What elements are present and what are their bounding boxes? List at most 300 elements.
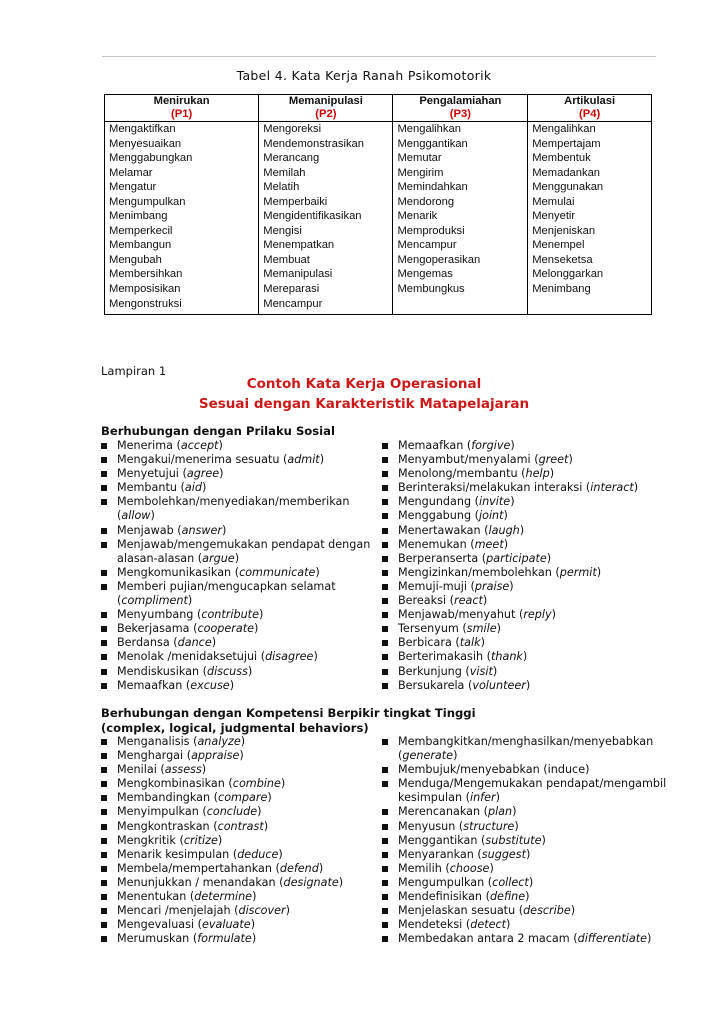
list-item bbox=[101, 890, 343, 904]
english-term: disagree bbox=[265, 650, 314, 664]
bullet-icon bbox=[382, 669, 388, 675]
table-cell: Mencampur bbox=[393, 238, 528, 253]
table-cell: Membersihkan bbox=[105, 267, 259, 282]
verb-text: Mendefinisikan ( bbox=[398, 890, 490, 904]
bullet-icon bbox=[382, 485, 388, 491]
bullet-icon bbox=[382, 584, 388, 590]
english-term: detect bbox=[470, 918, 507, 932]
bullet-icon bbox=[101, 894, 107, 900]
english-term: differentiate bbox=[577, 932, 647, 946]
english-term: admit bbox=[287, 453, 320, 467]
verb-text: Menilai ( bbox=[117, 763, 165, 777]
verb-tail: ) bbox=[453, 749, 458, 763]
english-term: laugh bbox=[488, 523, 520, 537]
verb-tail: ) bbox=[201, 481, 207, 495]
list-item bbox=[101, 538, 370, 552]
bullet-icon bbox=[382, 528, 388, 534]
verb-text: Membujuk/menyebabkan (induce) bbox=[398, 763, 590, 777]
verb-tail: ) bbox=[522, 650, 528, 664]
list-item bbox=[101, 876, 343, 890]
list-item bbox=[382, 636, 638, 650]
table-row bbox=[105, 224, 652, 239]
list-item bbox=[101, 566, 370, 580]
bullet-icon bbox=[101, 908, 107, 914]
english-term: collect bbox=[492, 875, 529, 889]
thinking-verbs-right bbox=[382, 735, 666, 946]
verb-tail: ) bbox=[218, 439, 223, 452]
verb-tail: ) bbox=[506, 918, 511, 932]
list-item bbox=[101, 805, 343, 819]
psychomotor-verb-table bbox=[104, 94, 652, 315]
bullet-icon bbox=[382, 471, 388, 477]
verb-tail: ) bbox=[285, 904, 290, 918]
bullet-icon bbox=[382, 894, 388, 900]
english-term: infer bbox=[469, 791, 496, 805]
verb-text: Menjelaskan sesuatu ( bbox=[398, 904, 524, 918]
verb-tail: ) bbox=[492, 664, 498, 678]
verb-text: Menggabung ( bbox=[398, 509, 479, 523]
bullet-icon bbox=[382, 767, 388, 773]
table-cell: Menempatkan bbox=[259, 238, 393, 253]
bullet-icon bbox=[382, 866, 388, 872]
bullet-icon bbox=[101, 669, 107, 675]
table-title: Tabel 4. Kata Kerja Ranah Psikomotorik bbox=[236, 68, 492, 83]
table-cell: Memperbaiki bbox=[259, 195, 393, 210]
table-cell: Mengirim bbox=[393, 166, 528, 181]
english-term: evaluate bbox=[202, 918, 251, 932]
verb-text: Menyimpulkan ( bbox=[117, 805, 207, 819]
verb-tail: ) bbox=[526, 847, 531, 861]
bullet-icon bbox=[101, 838, 107, 844]
table-cell: Menjeniskan bbox=[528, 224, 652, 239]
verb-text: Memilih ( bbox=[398, 861, 450, 875]
verb-tail: ) bbox=[229, 678, 235, 692]
verb-text: Menemukan ( bbox=[398, 537, 475, 551]
bullet-icon bbox=[101, 584, 107, 590]
verb-tail: ) bbox=[252, 890, 257, 904]
list-item bbox=[382, 777, 666, 791]
list-item bbox=[101, 834, 343, 848]
list-item bbox=[101, 467, 370, 481]
table-cell: Membangun bbox=[105, 238, 259, 253]
list-item bbox=[382, 538, 638, 552]
english-term: help bbox=[525, 467, 550, 481]
section-heading-thinking: Berhubungan dengan Kompetensi Berpikir tingkat Tinggi bbox=[101, 706, 476, 720]
list-item bbox=[101, 763, 343, 777]
english-term: dance bbox=[177, 636, 212, 650]
english-term: defend bbox=[279, 861, 319, 875]
verb-tail: ) bbox=[551, 608, 557, 622]
english-term: argue bbox=[202, 551, 235, 565]
verb-text: Menarik kesimpulan ( bbox=[117, 847, 238, 861]
english-term: joint bbox=[479, 509, 504, 523]
table-cell: Memadankan bbox=[528, 166, 652, 181]
verb-text: Berterimakasih ( bbox=[398, 650, 491, 664]
table-row bbox=[105, 209, 652, 224]
table-row bbox=[105, 180, 652, 195]
english-term: reply bbox=[523, 608, 552, 622]
verb-tail: ) bbox=[482, 594, 488, 608]
verb-text: Menjawab/menyahut ( bbox=[398, 608, 524, 622]
header-p3: Pengalamiahan (P3) bbox=[393, 95, 528, 122]
english-term: critize bbox=[183, 833, 218, 847]
table-cell: Mengidentifikasikan bbox=[259, 209, 393, 224]
english-term: appraise bbox=[191, 749, 240, 763]
bullet-icon bbox=[382, 824, 388, 830]
table-cell: Menyetir bbox=[528, 209, 652, 224]
verb-text: Mengkritik ( bbox=[117, 833, 184, 847]
verb-tail: ) bbox=[239, 749, 244, 763]
verb-tail: ) bbox=[596, 565, 602, 579]
social-verbs-left bbox=[101, 439, 370, 693]
list-item bbox=[382, 763, 666, 777]
english-term: conclude bbox=[206, 805, 258, 819]
verb-text: Menduga/Mengemukakan pendapat/mengambil bbox=[398, 777, 667, 791]
bullet-icon bbox=[382, 626, 388, 632]
table-cell: Merancang bbox=[259, 151, 393, 166]
table-row bbox=[105, 151, 652, 166]
table-cell: Memanipulasi bbox=[259, 267, 393, 282]
table-cell: Mengalihkan bbox=[393, 122, 528, 137]
verb-tail: ) bbox=[219, 467, 224, 481]
verb-tail: ) bbox=[257, 805, 262, 819]
list-item bbox=[101, 524, 370, 538]
list-item bbox=[101, 904, 343, 918]
list-item bbox=[382, 735, 666, 749]
bullet-icon bbox=[382, 598, 388, 604]
table-row bbox=[105, 238, 652, 253]
verb-text: Menyusun ( bbox=[398, 819, 464, 833]
section-subheading-thinking: (complex, logical, judgmental behaviors) bbox=[101, 721, 369, 735]
english-term: thank bbox=[490, 650, 523, 664]
table-cell: Mengemas bbox=[393, 267, 528, 282]
verb-text: Mengizinkan/membolehkan ( bbox=[398, 565, 560, 579]
bullet-icon bbox=[101, 499, 107, 505]
table-row bbox=[105, 166, 652, 181]
english-term: assess bbox=[164, 763, 202, 777]
verb-tail: ) bbox=[510, 439, 515, 452]
verb-tail: ) bbox=[201, 763, 207, 777]
verb-text: Menerima ( bbox=[117, 439, 181, 452]
table-cell: Mengonstruksi bbox=[105, 297, 259, 315]
bullet-icon bbox=[101, 852, 107, 858]
table-cell bbox=[528, 297, 652, 315]
list-item bbox=[101, 495, 370, 509]
verb-text: Menertawakan ( bbox=[398, 523, 489, 537]
verb-text: Menyetujui ( bbox=[117, 467, 187, 481]
verb-tail: ) bbox=[528, 875, 534, 889]
english-term: discover bbox=[238, 904, 286, 918]
social-verbs-right bbox=[382, 439, 638, 693]
list-item bbox=[382, 552, 638, 566]
list-item bbox=[101, 791, 343, 805]
verb-text: Menghargai ( bbox=[117, 749, 192, 763]
english-term: greet bbox=[538, 453, 569, 467]
table-cell: Mengumpulkan bbox=[105, 195, 259, 210]
table-cell: Melonggarkan bbox=[528, 267, 652, 282]
english-term: substitute bbox=[485, 833, 542, 847]
english-term: describe bbox=[523, 904, 571, 918]
verb-tail: ) bbox=[211, 636, 217, 650]
list-item bbox=[382, 805, 666, 819]
verb-text: Membela/mempertahankan ( bbox=[117, 861, 280, 875]
verb-text: Berdansa ( bbox=[117, 636, 178, 650]
verb-text: Mengundang ( bbox=[398, 495, 479, 509]
verb-text: Merencanakan ( bbox=[398, 805, 488, 819]
english-term: aid bbox=[184, 481, 202, 495]
english-term: generate bbox=[402, 749, 454, 763]
table-row bbox=[105, 122, 652, 137]
list-item bbox=[382, 566, 638, 580]
english-term: talk bbox=[459, 636, 481, 650]
bullet-icon bbox=[382, 612, 388, 618]
bullet-icon bbox=[101, 753, 107, 759]
table-cell: Menggabungkan bbox=[105, 151, 259, 166]
table-cell: Memilah bbox=[259, 166, 393, 181]
bullet-icon bbox=[382, 809, 388, 815]
table-row bbox=[105, 195, 652, 210]
verb-tail: ) bbox=[503, 509, 508, 523]
english-term: excuse bbox=[190, 678, 230, 692]
table-cell: Menggantikan bbox=[393, 137, 528, 152]
list-item bbox=[382, 650, 638, 664]
verb-tail: ) bbox=[278, 847, 283, 861]
verb-text: Menyumbang ( bbox=[117, 608, 202, 622]
verb-text: Menyarankan ( bbox=[398, 847, 482, 861]
verb-tail: ) bbox=[263, 819, 269, 833]
verb-text: ( bbox=[398, 749, 403, 763]
verb-tail: ) bbox=[512, 805, 517, 819]
table-cell: Mengoperasikan bbox=[393, 253, 528, 268]
verb-text: Menentukan ( bbox=[117, 890, 195, 904]
table-header-row bbox=[105, 95, 652, 122]
list-item bbox=[382, 890, 666, 904]
bullet-icon bbox=[101, 471, 107, 477]
verb-text: Membandingkan ( bbox=[117, 791, 219, 805]
english-term: smile bbox=[466, 622, 497, 636]
english-term: praise bbox=[474, 579, 510, 593]
table-row bbox=[105, 297, 652, 315]
verb-text: Berbicara ( bbox=[398, 636, 460, 650]
english-term: invite bbox=[478, 495, 511, 509]
english-term: suggest bbox=[481, 847, 527, 861]
verb-text: ( bbox=[117, 509, 122, 523]
verb-text: Mengevaluasi ( bbox=[117, 918, 202, 932]
list-item bbox=[382, 580, 638, 594]
bullet-icon bbox=[382, 880, 388, 886]
english-term: accept bbox=[180, 439, 219, 452]
english-term: compare bbox=[218, 791, 268, 805]
verb-tail: ) bbox=[525, 890, 530, 904]
bullet-icon bbox=[101, 824, 107, 830]
list-item bbox=[101, 481, 370, 495]
verb-text: Memaafkan ( bbox=[398, 439, 472, 452]
verb-tail: ) bbox=[318, 861, 324, 875]
verb-tail: ) bbox=[222, 523, 227, 537]
bullet-icon bbox=[382, 640, 388, 646]
table-cell: Mengatur bbox=[105, 180, 259, 195]
verb-tail: ) bbox=[250, 918, 256, 932]
bullet-icon bbox=[382, 457, 388, 463]
verb-text: Membangkitkan/menghasilkan/menyebabkan bbox=[398, 735, 654, 748]
english-term: meet bbox=[474, 537, 504, 551]
table-cell: Memperkecil bbox=[105, 224, 259, 239]
english-term: analyze bbox=[197, 735, 241, 748]
list-item bbox=[101, 636, 370, 650]
verb-tail: ) bbox=[150, 509, 155, 523]
verb-tail: ) bbox=[570, 904, 576, 918]
bullet-icon bbox=[101, 936, 107, 942]
verb-tail: ) bbox=[509, 579, 514, 593]
table-cell: Menggunakan bbox=[528, 180, 652, 195]
verb-tail: ) bbox=[251, 932, 257, 946]
list-item bbox=[101, 552, 370, 566]
bullet-icon bbox=[101, 457, 107, 463]
table-cell: Mengubah bbox=[105, 253, 259, 268]
english-term: agree bbox=[186, 467, 220, 481]
bullet-icon bbox=[382, 922, 388, 928]
list-item bbox=[382, 665, 638, 679]
main-title: Contoh Kata Kerja Operasional bbox=[246, 376, 482, 392]
table-cell: Mengisi bbox=[259, 224, 393, 239]
bullet-icon bbox=[101, 542, 107, 548]
list-item bbox=[101, 509, 370, 523]
verb-tail: ) bbox=[514, 819, 519, 833]
bullet-icon bbox=[382, 542, 388, 548]
verb-text: Bersukarela ( bbox=[398, 678, 473, 692]
english-term: forgive bbox=[471, 439, 511, 452]
table-cell: Memproduksi bbox=[393, 224, 528, 239]
bullet-icon bbox=[382, 936, 388, 942]
verb-text: Berkunjung ( bbox=[398, 664, 470, 678]
list-item bbox=[101, 453, 370, 467]
english-term: designate bbox=[283, 875, 339, 889]
english-term: define bbox=[489, 890, 526, 904]
bullet-icon bbox=[101, 922, 107, 928]
bullet-icon bbox=[382, 443, 388, 449]
table-cell: Mempertajam bbox=[528, 137, 652, 152]
list-item bbox=[382, 932, 666, 946]
bullet-icon bbox=[101, 485, 107, 491]
list-item bbox=[382, 481, 638, 495]
list-item bbox=[101, 608, 370, 622]
english-term: interact bbox=[590, 481, 634, 495]
verb-text: Menjawab ( bbox=[117, 523, 182, 537]
table-cell: Membentuk bbox=[528, 151, 652, 166]
verb-text: Menggantikan ( bbox=[398, 833, 486, 847]
verb-tail: ) bbox=[549, 467, 555, 481]
verb-tail: ) bbox=[503, 537, 509, 551]
header-p2: Memanipulasi (P2) bbox=[259, 95, 393, 122]
list-item bbox=[382, 608, 638, 622]
verb-text: Mendeteksi ( bbox=[398, 918, 471, 932]
verb-text: Mengakui/menerima sesuatu ( bbox=[117, 453, 288, 467]
list-item bbox=[382, 904, 666, 918]
english-term: deduce bbox=[237, 847, 279, 861]
verb-tail: ) bbox=[495, 791, 500, 805]
list-item bbox=[101, 439, 370, 453]
table-cell: Melamar bbox=[105, 166, 259, 181]
verb-text: Membolehkan/menyediakan/memberikan bbox=[117, 495, 350, 509]
list-item bbox=[382, 918, 666, 932]
header-p4: Artikulasi (P4) bbox=[528, 95, 652, 122]
bullet-icon bbox=[101, 612, 107, 618]
list-item bbox=[101, 622, 370, 636]
table-cell: Memindahkan bbox=[393, 180, 528, 195]
list-item bbox=[101, 848, 343, 862]
list-item bbox=[382, 594, 638, 608]
list-item bbox=[382, 622, 638, 636]
list-item bbox=[101, 777, 343, 791]
verb-text: Menolong/membantu ( bbox=[398, 467, 526, 481]
verb-tail: ) bbox=[234, 551, 240, 565]
table-cell: Mendemonstrasikan bbox=[259, 137, 393, 152]
verb-text: Memaafkan ( bbox=[117, 678, 191, 692]
table-cell: Membungkus bbox=[393, 282, 528, 297]
list-item bbox=[382, 862, 666, 876]
english-term: formulate bbox=[197, 932, 252, 946]
table-cell: Mengalihkan bbox=[528, 122, 652, 137]
table-cell: Menimbang bbox=[528, 282, 652, 297]
verb-text: Membedakan antara 2 macam ( bbox=[398, 932, 578, 946]
bullet-icon bbox=[101, 640, 107, 646]
table-cell: Mengaktifkan bbox=[105, 122, 259, 137]
verb-tail: ) bbox=[480, 636, 485, 650]
verb-text: Menunjukkan / menandakan ( bbox=[117, 875, 284, 889]
english-term: allow bbox=[121, 509, 151, 523]
table-row bbox=[105, 282, 652, 297]
verb-text: Mengkontraskan ( bbox=[117, 819, 218, 833]
verb-text: Mengumpulkan ( bbox=[398, 875, 493, 889]
main-subtitle: Sesuai dengan Karakteristik Matapelajaran bbox=[198, 396, 530, 412]
list-item bbox=[101, 749, 343, 763]
table-cell: Mendorong bbox=[393, 195, 528, 210]
verb-text: Mendiskusikan ( bbox=[117, 664, 207, 678]
english-term: react bbox=[454, 594, 483, 608]
table-cell: Menarik bbox=[393, 209, 528, 224]
bullet-icon bbox=[101, 528, 107, 534]
verb-text: ( bbox=[117, 594, 122, 608]
english-term: choose bbox=[449, 861, 490, 875]
bullet-icon bbox=[101, 570, 107, 576]
header-p1: Menirukan (P1) bbox=[105, 95, 259, 122]
bullet-icon bbox=[382, 739, 388, 745]
verb-tail: ) bbox=[546, 551, 552, 565]
verb-text: Mengkomunikasikan ( bbox=[117, 565, 240, 579]
table-cell: Menempel bbox=[528, 238, 652, 253]
list-item bbox=[382, 820, 666, 834]
list-item bbox=[382, 679, 638, 693]
list-item bbox=[382, 524, 638, 538]
verb-tail: ) bbox=[280, 777, 286, 791]
english-term: discuss bbox=[206, 664, 248, 678]
verb-tail: ) bbox=[319, 453, 325, 467]
list-item bbox=[382, 467, 638, 481]
list-item bbox=[382, 439, 638, 453]
verb-tail: ) bbox=[510, 495, 515, 509]
section-heading-social: Berhubungan dengan Prilaku Sosial bbox=[101, 424, 335, 438]
table-cell: Menimbang bbox=[105, 209, 259, 224]
verb-tail: ) bbox=[217, 833, 223, 847]
verb-text: Bereaksi ( bbox=[398, 594, 454, 608]
table-row bbox=[105, 253, 652, 268]
verb-text: Berinteraksi/melakukan interaksi ( bbox=[398, 481, 591, 495]
verb-tail: ) bbox=[254, 622, 259, 636]
table-cell: Memposisikan bbox=[105, 282, 259, 297]
bullet-icon bbox=[101, 809, 107, 815]
list-item bbox=[382, 749, 666, 763]
verb-text: Membantu ( bbox=[117, 481, 185, 495]
